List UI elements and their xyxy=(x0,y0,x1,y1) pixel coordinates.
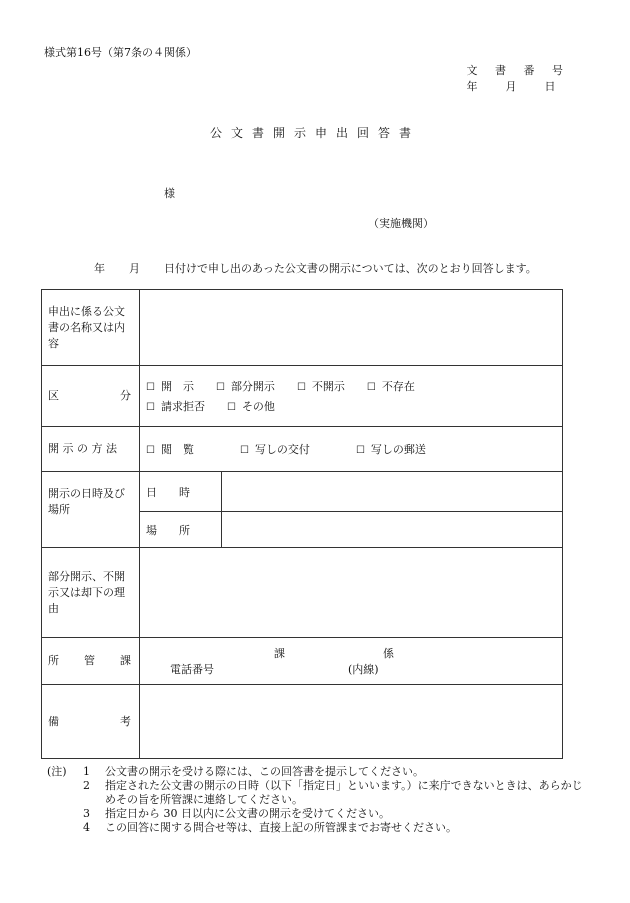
note-item: 2 指定された公文書の開示の日時（以下「指定日」といいます。）に来庁できないときは、あらかじめその旨を所管課に連絡してください。 xyxy=(83,779,583,806)
row-classification xyxy=(42,366,563,427)
department-field[interactable] xyxy=(140,638,563,685)
page-title: 公文書開示申出回答書 xyxy=(209,126,420,140)
intro-text: 日付けで申し出のあった公文書の開示については、次のとおり回答します。 xyxy=(164,262,537,275)
option-other[interactable]: ☐ その他 xyxy=(226,400,275,413)
date-label: 日 時 xyxy=(140,472,222,512)
dept-ka: 課 xyxy=(274,647,285,660)
row-department xyxy=(42,638,563,685)
reason-field[interactable] xyxy=(140,548,563,638)
row-method xyxy=(42,427,563,472)
note-item: 3 指定日から 30 日以内に公文書の開示を受けてください。 xyxy=(83,807,390,820)
addressee-suffix: 様 xyxy=(164,187,175,200)
remarks-field[interactable] xyxy=(140,685,563,759)
place-field[interactable] xyxy=(222,512,563,548)
dept-phone-label: 電話番号 xyxy=(170,663,214,676)
option-non-disclose[interactable]: ☐ 不開示 xyxy=(296,380,345,393)
reason-label: 部分開示、不開示又は却下の理由 xyxy=(42,548,140,638)
option-disclose[interactable]: ☐ 開 示 xyxy=(146,380,194,393)
checkbox-icon: ☐ xyxy=(355,445,365,456)
notes-heading: (注) xyxy=(47,765,67,778)
checkbox-icon: ☐ xyxy=(366,382,376,393)
checkbox-icon: ☐ xyxy=(296,382,306,393)
datetime-place-label: 開示の日時及び場所 xyxy=(42,472,140,548)
document-date: 年 月 日 xyxy=(466,80,563,93)
checkbox-icon: ☐ xyxy=(239,445,249,456)
document-number-date xyxy=(467,63,571,95)
option-copy-mail[interactable]: ☐ 写しの郵送 xyxy=(355,443,426,456)
intro-month: 月 xyxy=(129,262,140,275)
method-options xyxy=(140,427,563,472)
notes-section xyxy=(47,765,587,835)
request-name-field[interactable] xyxy=(140,290,563,366)
place-label: 場 所 xyxy=(140,512,222,548)
note-item: 4 この回答に関する問合せ等は、直接上記の所管課までお寄せください。 xyxy=(83,821,457,834)
row-date xyxy=(42,472,563,512)
classification-label: 区 分 xyxy=(42,366,140,427)
method-label: 開 示 の 方 法 xyxy=(42,427,140,472)
row-request-name xyxy=(42,290,563,366)
dept-extension-label: (内線) xyxy=(348,663,379,676)
row-remarks xyxy=(42,685,563,759)
checkbox-icon: ☐ xyxy=(146,382,155,393)
form-number: 様式第16号（第7条の４関係） xyxy=(44,46,197,59)
document-number: 文 書 番 号 xyxy=(466,64,570,77)
checkbox-icon: ☐ xyxy=(146,445,155,456)
option-partial-disclose[interactable]: ☐ 部分開示 xyxy=(215,380,275,393)
option-copy-delivery[interactable]: ☐ 写しの交付 xyxy=(239,443,310,456)
remarks-label: 備 考 xyxy=(42,685,140,759)
intro-year: 年 xyxy=(94,262,105,275)
reply-form-table xyxy=(41,289,563,759)
note-item: (注) 1 公文書の開示を受ける際には、この回答書を提示してください。 xyxy=(47,765,424,778)
row-reason xyxy=(42,548,563,638)
option-view[interactable]: ☐ 閲 覧 xyxy=(146,443,194,456)
request-name-label: 申出に係る公文書の名称又は内容 xyxy=(42,290,140,366)
intro-sentence xyxy=(94,260,537,276)
department-label: 所 管 課 xyxy=(42,638,140,685)
classification-options xyxy=(140,366,563,427)
agency-label: （実施機関） xyxy=(368,217,434,230)
dept-kakari: 係 xyxy=(383,647,394,660)
checkbox-icon: ☐ xyxy=(146,402,155,413)
option-refuse-request[interactable]: ☐ 請求拒否 xyxy=(146,400,205,413)
checkbox-icon: ☐ xyxy=(226,402,236,413)
option-nonexistent[interactable]: ☐ 不存在 xyxy=(366,380,415,393)
date-field[interactable] xyxy=(222,472,563,512)
checkbox-icon: ☐ xyxy=(215,382,225,393)
